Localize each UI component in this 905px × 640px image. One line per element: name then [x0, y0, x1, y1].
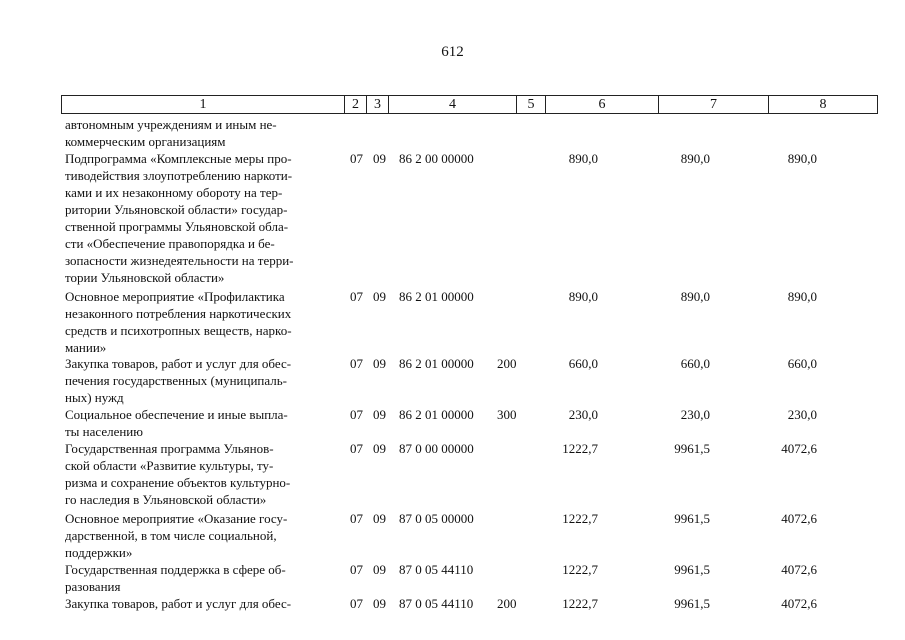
cell-c4: 86 2 01 00000	[399, 289, 474, 304]
cell-c2: 07	[350, 596, 363, 611]
cell-c8: 230,0	[787, 407, 817, 422]
cell-c7: 660,0	[680, 356, 710, 371]
cell-c3: 09	[373, 356, 386, 371]
cell-c6: 1222,7	[562, 441, 598, 456]
cell-c2: 07	[350, 562, 363, 577]
cell-c4: 87 0 00 00000	[399, 441, 474, 456]
cell-c8: 4072,6	[781, 441, 817, 456]
cell-c8: 4072,6	[781, 562, 817, 577]
cell-desc: Социальное обеспечение и иные выпла- ты населению	[65, 407, 288, 439]
cell-desc: Подпрограмма «Комплексные меры про- тиводействия злоупотреблению наркоти- ками и их незаконному обороту на тер- ритории Ульяновской области» государ- ственной программы Ульяновской обла- сти «Обеспечение правопорядка и бе- зопасности жизнедеятельности на терри- тории Ульяновской области»	[65, 151, 294, 285]
cell-c4: 86 2 01 00000	[399, 356, 474, 371]
cell-c7: 890,0	[680, 289, 710, 304]
cell-c2: 07	[350, 441, 363, 456]
cell-c2: 07	[350, 356, 363, 371]
cell-c4: 87 0 05 44110	[399, 596, 474, 611]
cell-c5: 200	[497, 356, 517, 371]
cell-c3: 09	[373, 441, 386, 456]
header-col-2: 2	[345, 96, 367, 113]
cell-desc: Основное мероприятие «Профилактика незаконного потребления наркотических средств и психотропных веществ, нарко- мании»	[65, 289, 292, 355]
page-number: 612	[441, 44, 464, 60]
cell-c8: 4072,6	[781, 511, 817, 526]
cell-desc: автономным учреждениям и иным не- коммерческим организациям	[65, 117, 277, 149]
cell-c3: 09	[373, 562, 386, 577]
header-col-6: 6	[546, 96, 659, 113]
cell-c2: 07	[350, 407, 363, 422]
cell-c6: 230,0	[568, 407, 598, 422]
cell-c2: 07	[350, 289, 363, 304]
header-col-1: 1	[62, 96, 345, 113]
cell-c4: 86 2 01 00000	[399, 407, 474, 422]
cell-c7: 9961,5	[674, 596, 710, 611]
cell-c3: 09	[373, 511, 386, 526]
cell-c7: 9961,5	[674, 441, 710, 456]
cell-c5: 200	[497, 596, 517, 611]
cell-c3: 09	[373, 151, 386, 166]
cell-c6: 1222,7	[562, 596, 598, 611]
cell-c4: 86 2 00 00000	[399, 151, 474, 166]
cell-desc: Закупка товаров, работ и услуг для обес- печения государственных (муниципаль- ных) нужд	[65, 356, 292, 405]
cell-c3: 09	[373, 596, 386, 611]
cell-c6: 890,0	[568, 151, 598, 166]
cell-c7: 9961,5	[674, 562, 710, 577]
cell-c7: 890,0	[680, 151, 710, 166]
cell-c6: 1222,7	[562, 562, 598, 577]
table-header	[61, 95, 878, 114]
cell-c8: 890,0	[787, 289, 817, 304]
cell-c4: 87 0 05 00000	[399, 511, 474, 526]
cell-c6: 890,0	[568, 289, 598, 304]
header-col-4: 4	[389, 96, 517, 113]
cell-desc: Закупка товаров, работ и услуг для обес-	[65, 596, 292, 611]
cell-c2: 07	[350, 511, 363, 526]
cell-c6: 660,0	[568, 356, 598, 371]
cell-c2: 07	[350, 151, 363, 166]
cell-c3: 09	[373, 289, 386, 304]
header-col-5: 5	[517, 96, 546, 113]
cell-c4: 87 0 05 44110	[399, 562, 474, 577]
cell-c3: 09	[373, 407, 386, 422]
cell-desc: Государственная поддержка в сфере об- разования	[65, 562, 286, 594]
cell-c8: 890,0	[787, 151, 817, 166]
cell-c7: 9961,5	[674, 511, 710, 526]
cell-c8: 4072,6	[781, 596, 817, 611]
cell-c5: 300	[497, 407, 517, 422]
cell-c8: 660,0	[787, 356, 817, 371]
cell-c6: 1222,7	[562, 511, 598, 526]
header-col-8: 8	[819, 97, 827, 112]
cell-desc: Государственная программа Ульянов- ской области «Развитие культуры, ту- ризма и сохранение объектов культурно- го наследия в Ульяновской области»	[65, 441, 291, 507]
cell-desc: Основное мероприятие «Оказание госу- дарственной, в том числе социальной, поддержки»	[65, 511, 288, 560]
cell-c7: 230,0	[680, 407, 710, 422]
header-col-3: 3	[367, 96, 389, 113]
header-col-7: 7	[659, 96, 769, 113]
